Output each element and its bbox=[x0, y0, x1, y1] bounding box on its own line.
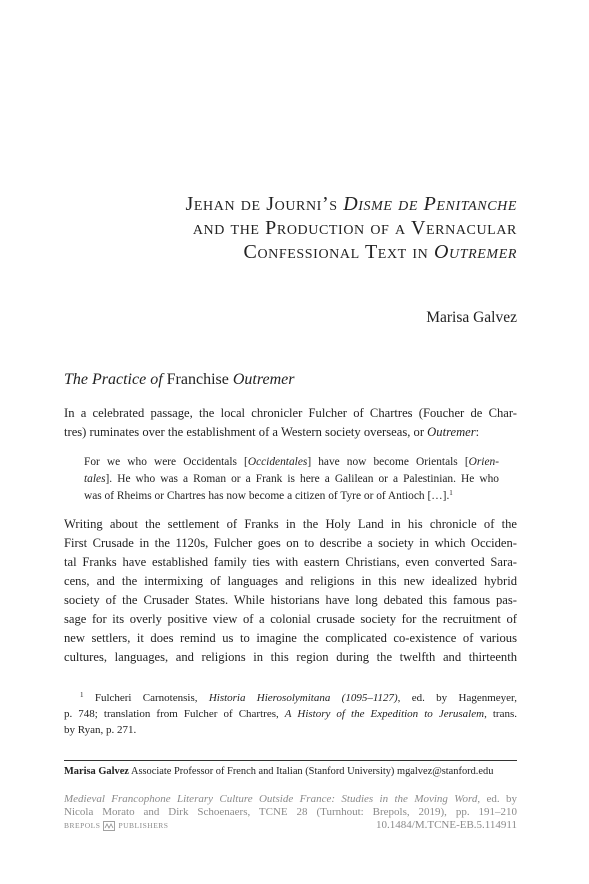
publication-line bbox=[64, 793, 517, 806]
text-line: In a celebrated passage, the local chronicler Fulcher of Chartres (Foucher de Char- bbox=[64, 406, 517, 420]
affiliation-details: Associate Professor of French and Italian (Stanford University) mgalvez@stanford.edu bbox=[128, 766, 494, 777]
footnote bbox=[64, 690, 517, 738]
text-italic: Occidentales bbox=[247, 456, 308, 468]
text-line: sage for its overly positive view of a colonial crusade society for the recruitment of bbox=[64, 612, 517, 626]
section-heading-italic: The Practice of bbox=[64, 371, 163, 388]
book-title: Medieval Francophone Literary Culture Outside France: Studies in the Moving Word bbox=[64, 793, 478, 805]
title-text: Jehan de Journi’s bbox=[185, 193, 344, 215]
chapter-title bbox=[186, 192, 518, 264]
text-italic: tales bbox=[84, 473, 106, 485]
text-line: society of the Crusader States. While historians have long debated this famous pas- bbox=[64, 593, 517, 607]
title-italic: Outremer bbox=[433, 241, 517, 263]
section-heading-text: Franchise bbox=[162, 371, 233, 388]
section-heading-italic: Outremer bbox=[232, 371, 295, 388]
text-line: cens, and the intermixing of languages and religions in this new idealized hybrid bbox=[64, 574, 517, 588]
text-span: was of Rheims or Chartres has now become a citizen of Tyre or of Antioch […]. bbox=[84, 490, 450, 502]
footnote-number: 1 bbox=[80, 691, 84, 699]
publication-bottom-row bbox=[64, 819, 517, 832]
text-span: tres) ruminates over the establishment of a Western society overseas, or bbox=[64, 425, 428, 439]
text-span: , ed. by Hagenmeyer, bbox=[397, 692, 517, 704]
text-italic: Historia Hierosolymitana (1095–1127) bbox=[208, 692, 398, 704]
text-span: , trans. bbox=[484, 708, 517, 720]
title-line-1 bbox=[186, 192, 518, 216]
publisher-label: PUBLISHERS bbox=[118, 821, 169, 830]
text-span: , ed. by bbox=[477, 793, 517, 805]
text-span: p. 748; translation from Fulcher of Chartres, bbox=[64, 708, 285, 720]
text-span: For we who were Occidentals [ bbox=[84, 456, 248, 468]
text-span: ]. He who was a Roman or a Frank is here a Galilean or a Palestinian. He who bbox=[105, 473, 499, 485]
text-line: new settlers, it does remind us to imagine the complicated co-existence of various bbox=[64, 631, 517, 645]
text-line: First Crusade in the 1120s, Fulcher goes on to describe a society in which Occiden- bbox=[64, 536, 517, 550]
title-text: Confessional Text in bbox=[243, 241, 434, 263]
text-italic: A History of the Expedition to Jerusalem bbox=[284, 708, 485, 720]
footnote-line bbox=[64, 706, 517, 722]
block-quote bbox=[84, 454, 499, 505]
text-line: Writing about the settlement of Franks in the Holy Land in his chronicle of the bbox=[64, 517, 517, 531]
publication-info bbox=[64, 793, 517, 832]
text-italic: Outremer bbox=[427, 425, 476, 439]
text-line bbox=[64, 423, 517, 442]
section-heading bbox=[64, 371, 294, 389]
affiliation-name: Marisa Galvez bbox=[64, 766, 129, 777]
text-italic: Orien- bbox=[468, 456, 499, 468]
title-italic: Disme de Penitanche bbox=[343, 193, 517, 215]
footer-divider bbox=[64, 760, 517, 761]
brepols-emblem-icon bbox=[103, 821, 115, 831]
quote-line bbox=[84, 471, 499, 488]
title-line-3 bbox=[186, 240, 518, 264]
paragraph-1 bbox=[64, 404, 517, 442]
quote-line bbox=[84, 454, 499, 471]
paragraph-2 bbox=[64, 515, 517, 667]
quote-line bbox=[84, 488, 499, 505]
doi[interactable]: 10.1484/M.TCNE-EB.5.114911 bbox=[376, 819, 517, 831]
author-affiliation bbox=[64, 766, 493, 777]
author-name: Marisa Galvez bbox=[426, 309, 517, 326]
footnote-reference[interactable]: 1 bbox=[449, 489, 453, 497]
text-line: cultures, languages, and religions in this region during the twelfth and thirteenth bbox=[64, 650, 517, 664]
publisher-name: BREPOLS bbox=[64, 821, 101, 830]
text-span: ] have now become Orientals [ bbox=[307, 456, 469, 468]
publisher-logo bbox=[64, 819, 168, 832]
title-line-2: and the Production of a Vernacular bbox=[192, 217, 517, 239]
text-span: : bbox=[475, 425, 480, 439]
text-span: Fulcheri Carnotensis, bbox=[94, 692, 209, 704]
footnote-line: by Ryan, p. 271. bbox=[64, 724, 137, 736]
footnote-line bbox=[64, 690, 517, 706]
publication-line: Nicola Morato and Dirk Schoenaers, TCNE 28 (Turnhout: Brepols, 2019), pp. 191–210 bbox=[64, 806, 517, 818]
text-line: tal Franks have established family ties with eastern Christians, even converted Sara- bbox=[64, 555, 517, 569]
